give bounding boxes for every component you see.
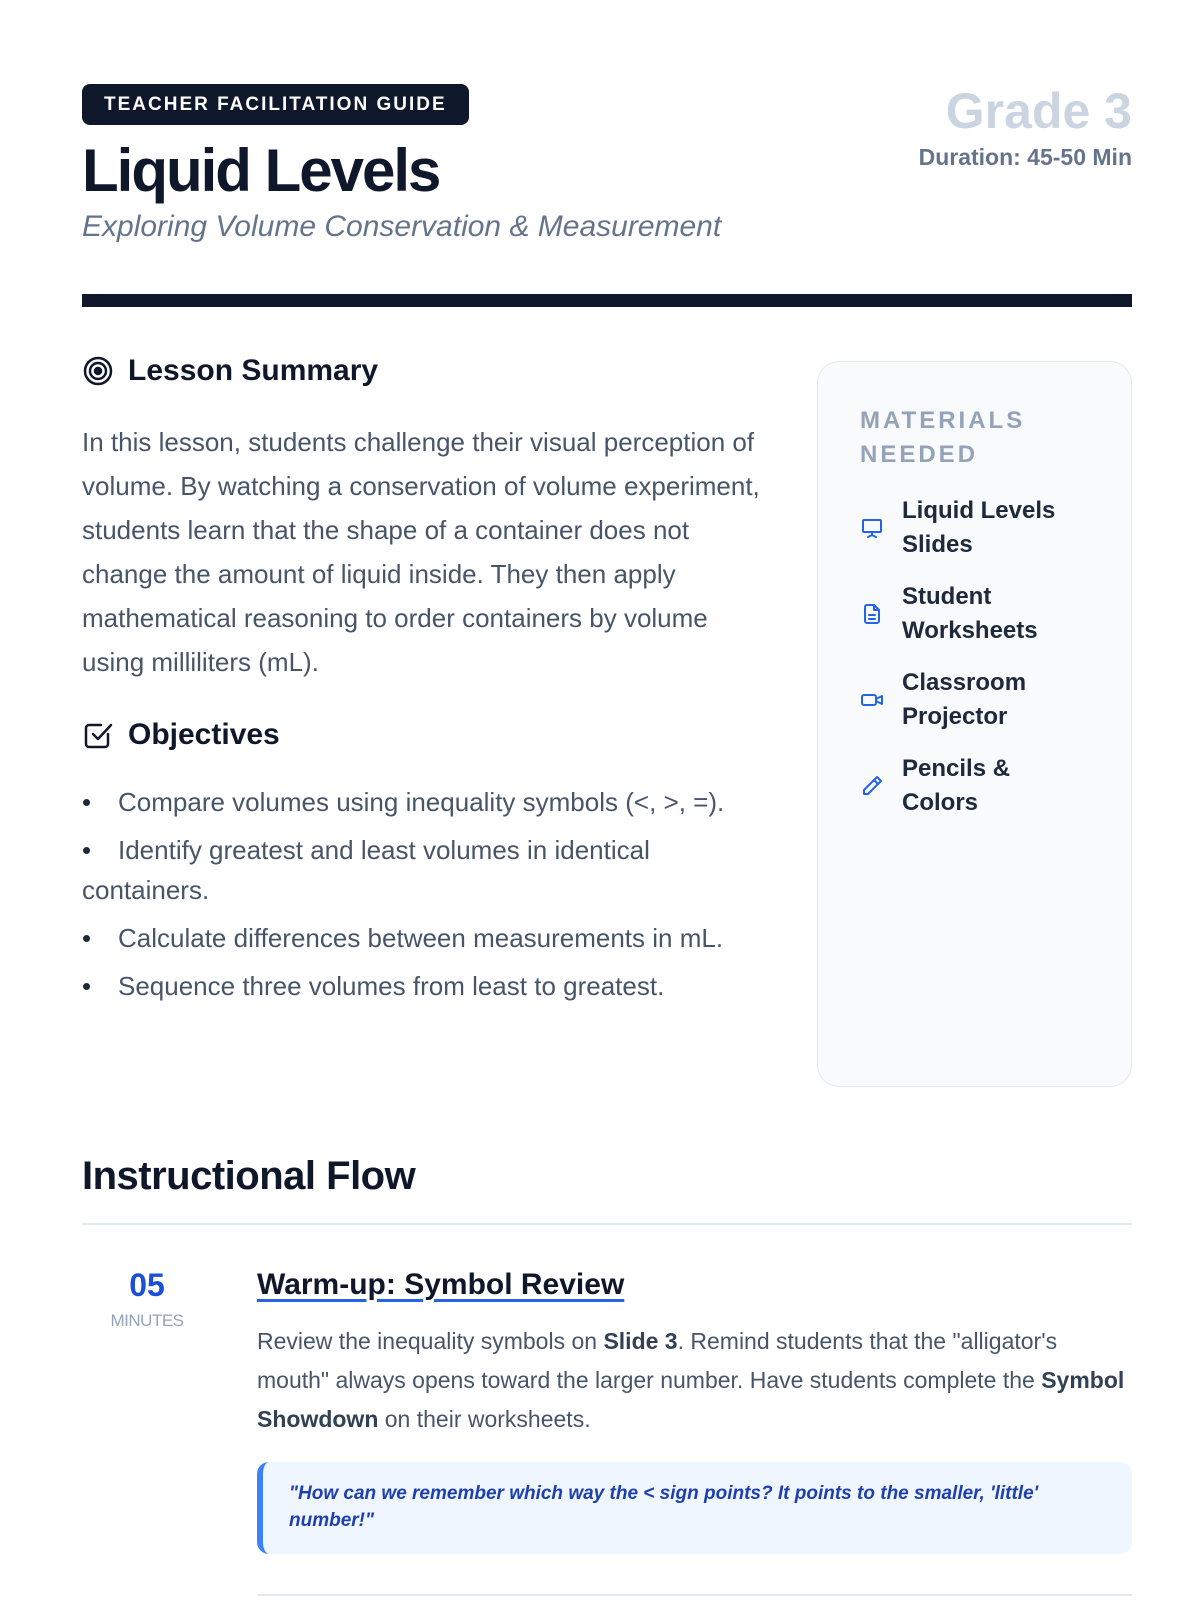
materials-card: [817, 361, 1132, 1087]
step-description: Review the inequality symbols on Slide 3. Remind students that the "alligator's mouth" always opens toward the larger number. Have students complete the Symbol Showdown on their worksheets.: [257, 1328, 1125, 1432]
checkbox-icon: [82, 719, 114, 751]
step-title: Warm-up: Symbol Review: [257, 1268, 625, 1301]
lesson-summary-heading: [82, 354, 378, 388]
step-minutes-label: MINUTES: [110, 1311, 184, 1330]
step-minutes: 05: [129, 1267, 165, 1303]
list-item: • Compare volumes using inequality symbols (<, >, =).: [82, 787, 725, 817]
target-icon: [82, 355, 114, 387]
presentation-icon: [860, 516, 884, 540]
list-item: • Sequence three volumes from least to greatest.: [82, 971, 665, 1001]
lesson-summary-title: Lesson Summary: [128, 354, 379, 387]
material-item-slides: Liquid Levels Slides: [860, 494, 1055, 562]
guide-type-badge: TEACHER FACILITATION GUIDE: [82, 84, 469, 125]
material-item-projector: Classroom Projector: [860, 666, 1026, 734]
document-icon: [860, 602, 884, 626]
objectives-heading: [82, 718, 280, 752]
materials-heading: MATERIALS NEEDED: [860, 407, 1026, 468]
pencil-icon: [860, 774, 884, 798]
material-item-worksheets: Student Worksheets: [860, 580, 1038, 648]
list-item: • Identify greatest and least volumes in identical containers.: [82, 835, 650, 905]
material-item-pencils: Pencils & Colors: [860, 752, 1010, 820]
list-item: • Calculate differences between measurements in mL.: [82, 923, 724, 953]
lesson-subtitle: Exploring Volume Conservation & Measurement: [82, 210, 722, 243]
objectives-title: Objectives: [128, 718, 280, 751]
duration-label: Duration: 45-50 Min: [918, 144, 1132, 170]
lesson-title: Liquid Levels: [82, 137, 440, 204]
instructional-flow-heading: Instructional Flow: [82, 1154, 416, 1198]
objectives-list: [82, 782, 762, 1014]
teacher-prompt-quote: "How can we remember which way the < sign points? It points to the smaller, 'little' number!": [257, 1462, 1132, 1554]
video-icon: [860, 688, 884, 712]
grade-label: Grade 3: [945, 83, 1132, 139]
header-divider: [82, 294, 1132, 307]
step-divider: [257, 1594, 1132, 1596]
guide-page: [82, 0, 1132, 1600]
flow-divider: [82, 1223, 1132, 1225]
lesson-summary-text: In this lesson, students challenge their visual perception of volume. By watching a conservation of volume experiment, students learn that the shape of a container does not change the amount of liquid inside. They then apply mathematical reasoning to order containers by volume using milliliters (mL).: [82, 427, 760, 677]
